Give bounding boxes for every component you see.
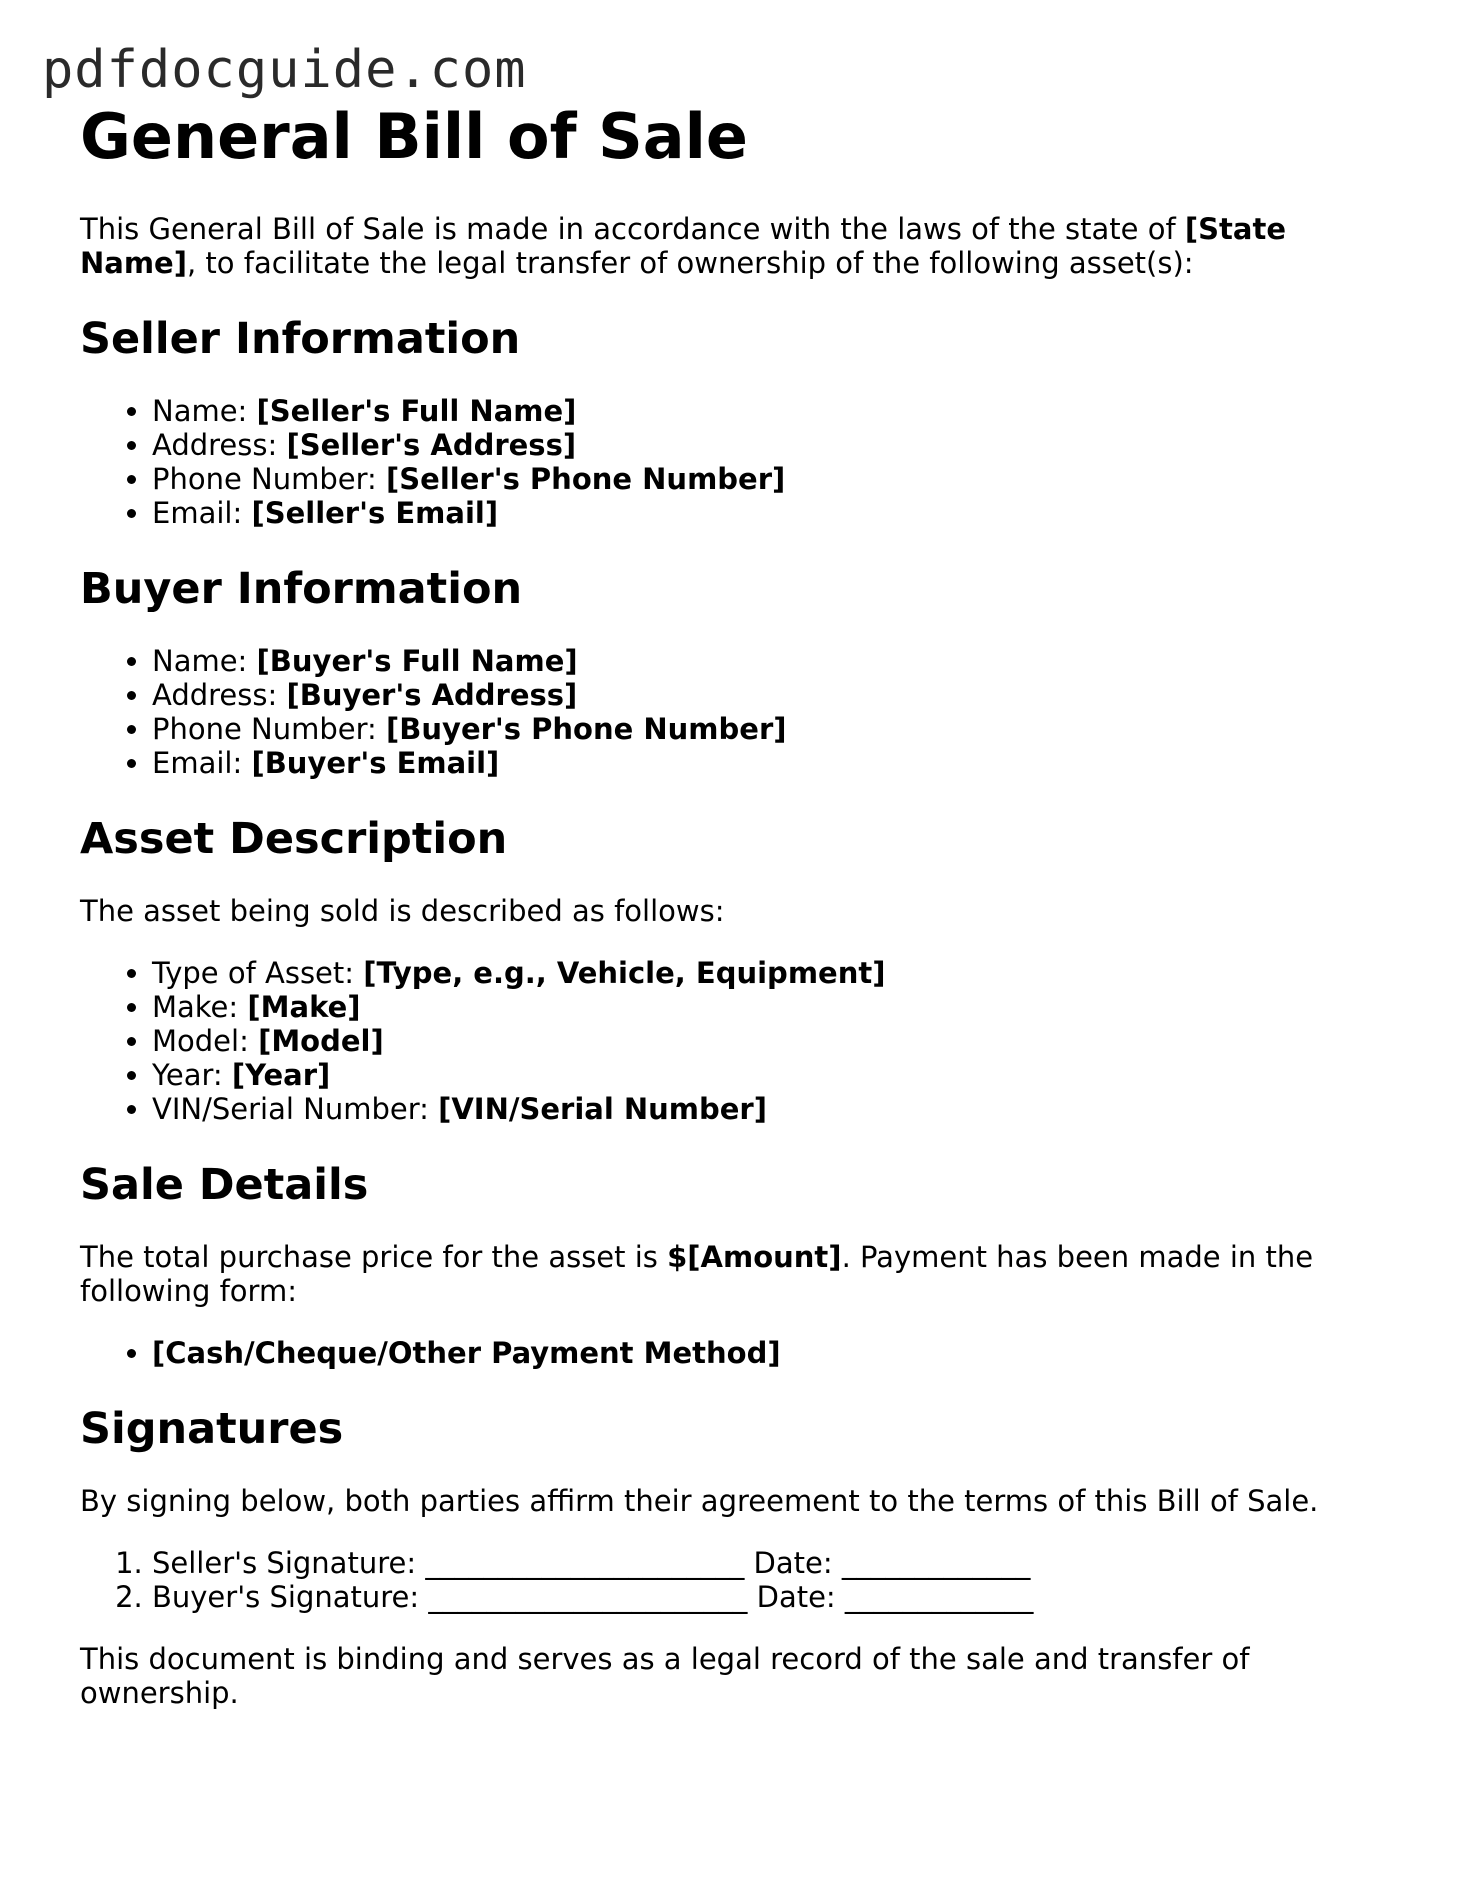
intro-paragraph	[80, 212, 1310, 280]
signature-list	[80, 1546, 1380, 1614]
field-label: VIN/Serial Number:	[152, 1092, 439, 1126]
field-label: Phone Number:	[152, 712, 387, 746]
field-label: Name:	[152, 394, 257, 428]
seller-signature-line: 1. Seller's Signature: ______________________ Date: _____________	[152, 1546, 1380, 1580]
field-value: [Seller's Email]	[251, 496, 499, 530]
buyer-info-list	[80, 644, 1380, 780]
intro-text-after: , to facilitate the legal transfer of ownership of the following asset(s):	[186, 246, 1194, 280]
document-body	[80, 102, 1380, 1710]
closing-paragraph: This document is binding and serves as a legal record of the sale and transfer of ownership.	[80, 1642, 1250, 1710]
list-item	[152, 394, 1380, 428]
field-value: [Buyer's Address]	[286, 678, 578, 712]
field-value: [Seller's Full Name]	[256, 394, 577, 428]
field-label: Address:	[152, 428, 287, 462]
payment-method-list	[80, 1336, 1380, 1370]
list-item	[152, 746, 1380, 780]
list-item	[152, 1092, 1380, 1126]
list-item	[152, 496, 1380, 530]
field-label: Email:	[152, 496, 252, 530]
list-item	[152, 956, 1380, 990]
field-value: [VIN/Serial Number]	[438, 1092, 767, 1126]
field-label: Make:	[152, 990, 248, 1024]
field-label: Address:	[152, 678, 287, 712]
field-label: Year:	[152, 1058, 232, 1092]
field-label: Phone Number:	[152, 462, 387, 496]
field-value: [Year]	[231, 1058, 331, 1092]
list-item	[152, 1336, 1380, 1370]
buyer-signature-line: 2. Buyer's Signature: ______________________ Date: _____________	[152, 1580, 1380, 1614]
payment-method-placeholder: [Cash/Cheque/Other Payment Method]	[152, 1336, 781, 1370]
watermark: pdfdocguide.com	[42, 40, 527, 100]
field-value: [Buyer's Full Name]	[256, 644, 578, 678]
list-item	[152, 644, 1380, 678]
field-label: Type of Asset:	[152, 956, 364, 990]
asset-details-list	[80, 956, 1380, 1126]
list-item	[152, 678, 1380, 712]
asset-heading: Asset Description	[80, 814, 508, 864]
field-value: [Model]	[258, 1024, 384, 1058]
amount-placeholder: $[Amount]	[667, 1240, 842, 1274]
field-value: [Make]	[247, 990, 361, 1024]
state-name-placeholder: [State Name]	[80, 212, 1287, 280]
field-value: [Buyer's Email]	[251, 746, 500, 780]
sale-text-after: . Payment has been made in the following form:	[80, 1240, 1314, 1308]
list-item	[152, 428, 1380, 462]
field-label: Name:	[152, 644, 257, 678]
sale-paragraph	[80, 1240, 1380, 1308]
signatures-intro: By signing below, both parties affirm their agreement to the terms of this Bill of Sale.	[80, 1484, 1319, 1518]
field-value: [Buyer's Phone Number]	[386, 712, 787, 746]
field-value: [Seller's Address]	[286, 428, 577, 462]
field-value: [Type, e.g., Vehicle, Equipment]	[363, 956, 886, 990]
field-value: [Seller's Phone Number]	[386, 462, 786, 496]
signatures-heading: Signatures	[80, 1404, 344, 1454]
list-item	[152, 712, 1380, 746]
seller-info-list	[80, 394, 1380, 530]
sale-text-before: The total purchase price for the asset is	[80, 1240, 668, 1274]
field-label: Model:	[152, 1024, 259, 1058]
intro-text-before: This General Bill of Sale is made in accordance with the laws of the state of	[80, 212, 1185, 246]
list-item	[152, 1058, 1380, 1092]
buyer-heading: Buyer Information	[80, 564, 523, 614]
list-item	[152, 1024, 1380, 1058]
document-title: General Bill of Sale	[80, 100, 748, 173]
asset-intro: The asset being sold is described as follows:	[80, 894, 725, 928]
sale-heading: Sale Details	[80, 1160, 369, 1210]
list-item	[152, 462, 1380, 496]
seller-heading: Seller Information	[80, 314, 521, 364]
list-item	[152, 990, 1380, 1024]
field-label: Email:	[152, 746, 252, 780]
